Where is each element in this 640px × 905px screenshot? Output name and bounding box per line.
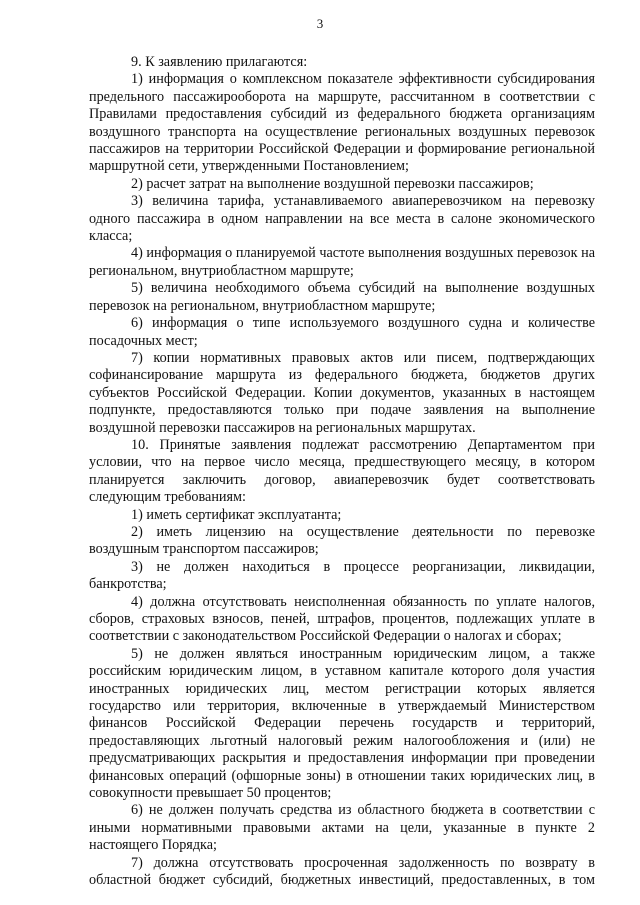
paragraph-10-item-2: 2) иметь лицензию на осуществление деятельности по перевозке воздушным транспортом пассажиров; <box>89 523 595 558</box>
paragraph-9-heading: 9. К заявлению прилагаются: <box>131 54 308 70</box>
paragraph-10-item-5: 5) не должен являться иностранным юридическим лицом, а также российским юридическим лицом, в уставном капитале которого доля участия иностранных юридических лиц, местом регистрации которых является государство или территория, включенные в утверждаемый Министерством финансов Российской Федерации перечень государств и территорий, предоставляющих льготный налоговый режим налогообложения и (или) не предусматривающих раскрытия и предоставления информации при проведении финансовых операций (офшорные зоны) в отношении таких юридических лиц, в совокупности превышает 50 процентов; <box>89 645 595 802</box>
paragraph-9-item-6: 6) информация о типе используемого воздушного судна и количестве посадочных мест; <box>89 315 595 349</box>
document-body <box>89 54 595 890</box>
paragraph-10-item-3: 3) не должен находиться в процессе реорганизации, ликвидации, банкротства; <box>89 558 595 593</box>
paragraph-10-item-6: 6) не должен получать средства из областного бюджета в соответствии с иными нормативными правовыми актами на цели, указанные в пункте 2 настоящего Порядка; <box>89 802 595 854</box>
paragraph-9-item-4: 4) информация о планируемой частоте выполнения воздушных перевозок на региональном, внутриобластном маршруте; <box>89 245 595 279</box>
paragraph-10-item-1: 1) иметь сертификат эксплуатанта; <box>131 506 342 523</box>
paragraph-9-item-1: 1) информация о комплексном показателе эффективности субсидирования предельного пассажирооборота на маршруте, рассчитанном в соответствии с Правилами предоставления субсидий из федерального бюджета организациям воздушного транспорта на осуществление региональных воздушных перевозок пассажиров на территории Российской Федерации и формирование региональной маршрутной сети, утвержденными Постановлением; <box>89 71 595 175</box>
page-number: 3 <box>316 16 324 31</box>
paragraph-9-item-2: 2) расчет затрат на выполнение воздушной перевозки пассажиров; <box>131 175 534 192</box>
paragraph-10-item-7: 7) должна отсутствовать просроченная задолженность по возврату в областной бюджет субсидий, бюджетных инвестиций, предоставленных, в том <box>89 854 595 889</box>
paragraph-9-item-5: 5) величина необходимого объема субсидий на выполнение воздушных перевозок на региональном, внутриобластном маршруте; <box>89 280 595 314</box>
paragraph-9-item-7: 7) копии нормативных правовых актов или писем, подтверждающих софинансирование маршрута из федерального бюджета, бюджетов других субъектов Российской Федерации. Копии документов, указанных в настоящем подпункте, предоставляются только при подаче заявления на выполнение воздушной перевозки пассажиров на региональных маршрутах. <box>89 349 595 436</box>
paragraph-9-item-3: 3) величина тарифа, устанавливаемого авиаперевозчиком на перевозку одного пассажира в одном направлении на все места в салоне экономического класса; <box>89 193 595 245</box>
paragraph-10-item-4: 4) должна отсутствовать неисполненная обязанность по уплате налогов, сборов, страховых взносов, пеней, штрафов, процентов, подлежащих уплате в соответствии с законодательством Российской Федерации о налогах и сборах; <box>89 593 595 645</box>
paragraph-10-heading: 10. Принятые заявления подлежат рассмотрению Департаментом при условии, что на первое число месяца, предшествующего месяцу, в котором планируется заключить договор, авиаперевозчик будет соответствовать следующим требованиям: <box>89 436 595 506</box>
